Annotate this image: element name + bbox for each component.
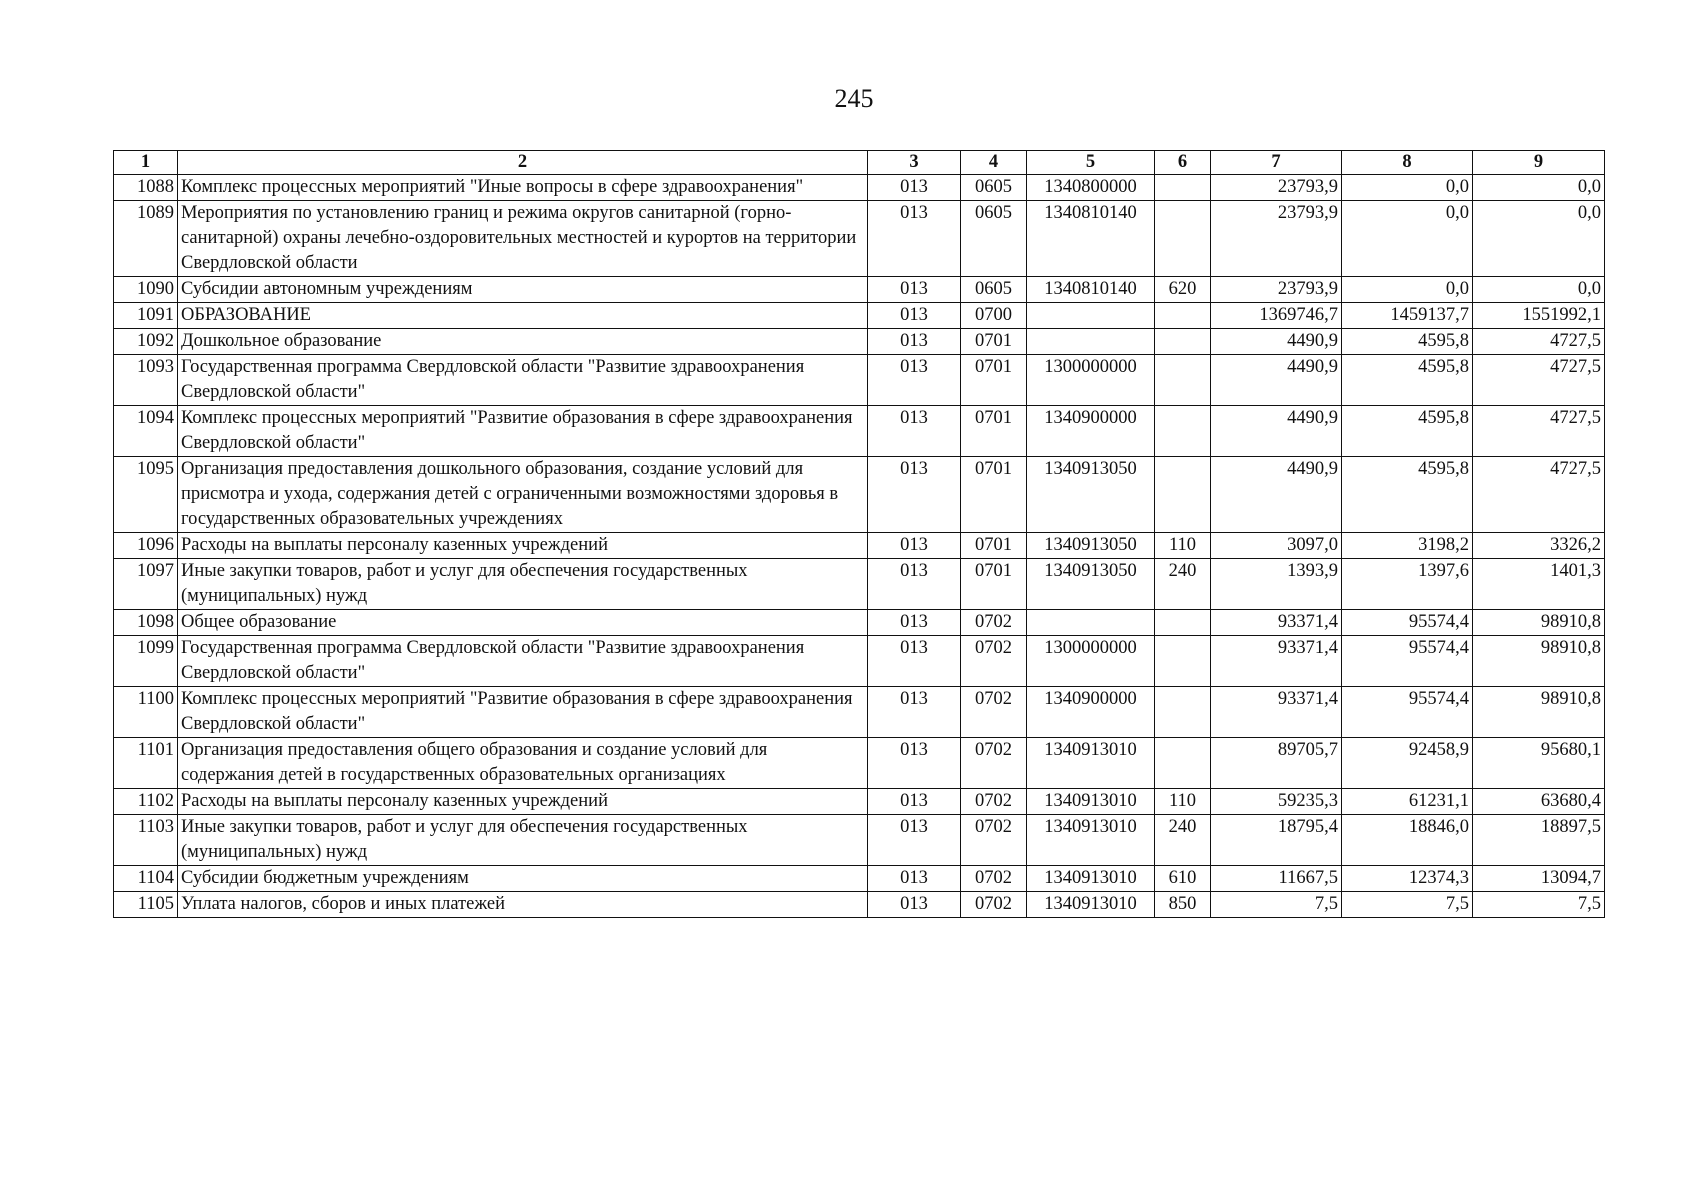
table-row: [114, 329, 1605, 355]
row-target-code: [1027, 303, 1155, 329]
table-row: [114, 866, 1605, 892]
row-amount-2: 12374,3: [1342, 866, 1473, 892]
row-ministry-code: 013: [868, 406, 961, 457]
row-number: 1100: [114, 687, 178, 738]
row-amount-2: 0,0: [1342, 175, 1473, 201]
page-number: 245: [834, 84, 874, 113]
row-amount-2: 4595,8: [1342, 406, 1473, 457]
row-ministry-code: 013: [868, 201, 961, 277]
row-section-code: 0702: [961, 610, 1027, 636]
row-number: 1092: [114, 329, 178, 355]
row-ministry-code: 013: [868, 738, 961, 789]
row-ministry-code: 013: [868, 303, 961, 329]
row-number: 1103: [114, 815, 178, 866]
row-amount-3: 4727,5: [1473, 329, 1605, 355]
row-amount-2: 95574,4: [1342, 636, 1473, 687]
row-number: 1091: [114, 303, 178, 329]
row-amount-1: 3097,0: [1211, 533, 1342, 559]
row-target-code: 1300000000: [1027, 636, 1155, 687]
row-number: 1098: [114, 610, 178, 636]
row-ministry-code: 013: [868, 175, 961, 201]
row-name: Субсидии бюджетным учреждениям: [178, 866, 868, 892]
column-header-7: 7: [1211, 151, 1342, 175]
row-ministry-code: 013: [868, 636, 961, 687]
table-row: [114, 559, 1605, 610]
row-target-code: 1340913010: [1027, 789, 1155, 815]
row-section-code: 0701: [961, 355, 1027, 406]
row-name: Иные закупки товаров, работ и услуг для обеспечения государственных (муниципальных) нужд: [178, 815, 868, 866]
row-amount-1: 89705,7: [1211, 738, 1342, 789]
row-amount-2: 7,5: [1342, 892, 1473, 918]
row-expense-type: 110: [1155, 789, 1211, 815]
table-row: [114, 355, 1605, 406]
row-ministry-code: 013: [868, 789, 961, 815]
row-expense-type: [1155, 457, 1211, 533]
row-target-code: 1340913050: [1027, 559, 1155, 610]
row-number: 1094: [114, 406, 178, 457]
row-section-code: 0701: [961, 559, 1027, 610]
row-expense-type: [1155, 406, 1211, 457]
row-target-code: 1300000000: [1027, 355, 1155, 406]
row-number: 1090: [114, 277, 178, 303]
row-amount-2: 1459137,7: [1342, 303, 1473, 329]
row-name: Расходы на выплаты персоналу казенных учреждений: [178, 789, 868, 815]
table-row: [114, 533, 1605, 559]
row-amount-3: 4727,5: [1473, 406, 1605, 457]
row-expense-type: [1155, 355, 1211, 406]
table-row: [114, 892, 1605, 918]
row-expense-type: 620: [1155, 277, 1211, 303]
row-amount-3: 98910,8: [1473, 610, 1605, 636]
row-expense-type: [1155, 303, 1211, 329]
table-row: [114, 406, 1605, 457]
row-amount-1: 93371,4: [1211, 610, 1342, 636]
row-target-code: 1340913010: [1027, 892, 1155, 918]
row-number: 1089: [114, 201, 178, 277]
row-amount-3: 1551992,1: [1473, 303, 1605, 329]
column-header-9: 9: [1473, 151, 1605, 175]
column-header-6: 6: [1155, 151, 1211, 175]
row-amount-2: 95574,4: [1342, 687, 1473, 738]
row-amount-1: 4490,9: [1211, 355, 1342, 406]
table-row: [114, 457, 1605, 533]
row-number: 1104: [114, 866, 178, 892]
row-amount-1: 4490,9: [1211, 457, 1342, 533]
row-amount-1: 1369746,7: [1211, 303, 1342, 329]
row-name: Уплата налогов, сборов и иных платежей: [178, 892, 868, 918]
column-header-3: 3: [868, 151, 961, 175]
row-number: 1093: [114, 355, 178, 406]
table-row: [114, 303, 1605, 329]
row-amount-2: 0,0: [1342, 201, 1473, 277]
row-section-code: 0702: [961, 892, 1027, 918]
table-row: [114, 738, 1605, 789]
row-section-code: 0702: [961, 738, 1027, 789]
row-amount-1: 4490,9: [1211, 406, 1342, 457]
row-name: ОБРАЗОВАНИЕ: [178, 303, 868, 329]
column-header-1: 1: [114, 151, 178, 175]
column-header-8: 8: [1342, 151, 1473, 175]
row-name: Организация предоставления дошкольного образования, создание условий для присмотра и ухода, содержания детей с ограниченными возможностями здоровья в государственных образовательных учреждениях: [178, 457, 868, 533]
row-number: 1096: [114, 533, 178, 559]
row-amount-3: 98910,8: [1473, 636, 1605, 687]
row-expense-type: 610: [1155, 866, 1211, 892]
row-ministry-code: 013: [868, 355, 961, 406]
row-name: Субсидии автономным учреждениям: [178, 277, 868, 303]
row-ministry-code: 013: [868, 815, 961, 866]
row-ministry-code: 013: [868, 533, 961, 559]
budget-table: [113, 150, 1605, 918]
table-row: [114, 789, 1605, 815]
row-amount-3: 98910,8: [1473, 687, 1605, 738]
row-amount-1: 23793,9: [1211, 201, 1342, 277]
row-name: Расходы на выплаты персоналу казенных учреждений: [178, 533, 868, 559]
row-expense-type: [1155, 687, 1211, 738]
row-target-code: 1340900000: [1027, 687, 1155, 738]
column-header-5: 5: [1027, 151, 1155, 175]
row-amount-2: 0,0: [1342, 277, 1473, 303]
row-name: Комплекс процессных мероприятий "Иные вопросы в сфере здравоохранения": [178, 175, 868, 201]
row-section-code: 0701: [961, 406, 1027, 457]
row-name: Дошкольное образование: [178, 329, 868, 355]
row-target-code: 1340913010: [1027, 815, 1155, 866]
row-amount-2: 95574,4: [1342, 610, 1473, 636]
row-section-code: 0700: [961, 303, 1027, 329]
row-amount-1: 93371,4: [1211, 636, 1342, 687]
row-expense-type: [1155, 610, 1211, 636]
row-amount-3: 4727,5: [1473, 457, 1605, 533]
row-section-code: 0701: [961, 457, 1027, 533]
row-name: Комплекс процессных мероприятий "Развитие образования в сфере здравоохранения Свердловской области": [178, 406, 868, 457]
row-amount-2: 3198,2: [1342, 533, 1473, 559]
column-header-2: 2: [178, 151, 868, 175]
row-section-code: 0701: [961, 533, 1027, 559]
row-amount-3: 0,0: [1473, 175, 1605, 201]
row-target-code: 1340913010: [1027, 866, 1155, 892]
row-expense-type: 240: [1155, 559, 1211, 610]
row-amount-1: 1393,9: [1211, 559, 1342, 610]
row-amount-3: 63680,4: [1473, 789, 1605, 815]
row-ministry-code: 013: [868, 610, 961, 636]
row-target-code: 1340913050: [1027, 457, 1155, 533]
row-ministry-code: 013: [868, 329, 961, 355]
row-ministry-code: 013: [868, 687, 961, 738]
row-amount-1: 93371,4: [1211, 687, 1342, 738]
row-name: Мероприятия по установлению границ и режима округов санитарной (горно-санитарной) охраны лечебно-оздоровительных местностей и курортов на территории Свердловской области: [178, 201, 868, 277]
row-expense-type: [1155, 175, 1211, 201]
table-row: [114, 815, 1605, 866]
row-target-code: [1027, 610, 1155, 636]
row-expense-type: 850: [1155, 892, 1211, 918]
row-number: 1101: [114, 738, 178, 789]
column-header-4: 4: [961, 151, 1027, 175]
row-section-code: 0605: [961, 277, 1027, 303]
row-amount-1: 7,5: [1211, 892, 1342, 918]
row-name: Государственная программа Свердловской области "Развитие здравоохранения Свердловской области": [178, 636, 868, 687]
row-number: 1099: [114, 636, 178, 687]
row-ministry-code: 013: [868, 457, 961, 533]
table-row: [114, 175, 1605, 201]
row-amount-3: 95680,1: [1473, 738, 1605, 789]
row-amount-3: 0,0: [1473, 201, 1605, 277]
row-amount-1: 59235,3: [1211, 789, 1342, 815]
row-amount-1: 23793,9: [1211, 277, 1342, 303]
row-expense-type: 240: [1155, 815, 1211, 866]
row-target-code: 1340900000: [1027, 406, 1155, 457]
row-amount-2: 1397,6: [1342, 559, 1473, 610]
row-amount-3: 3326,2: [1473, 533, 1605, 559]
row-name: Иные закупки товаров, работ и услуг для обеспечения государственных (муниципальных) нужд: [178, 559, 868, 610]
row-amount-2: 4595,8: [1342, 329, 1473, 355]
row-section-code: 0605: [961, 201, 1027, 277]
row-expense-type: [1155, 738, 1211, 789]
row-name: Общее образование: [178, 610, 868, 636]
row-amount-1: 11667,5: [1211, 866, 1342, 892]
row-number: 1088: [114, 175, 178, 201]
row-section-code: 0702: [961, 815, 1027, 866]
row-section-code: 0702: [961, 636, 1027, 687]
row-name: Комплекс процессных мероприятий "Развитие образования в сфере здравоохранения Свердловской области": [178, 687, 868, 738]
row-amount-1: 4490,9: [1211, 329, 1342, 355]
row-ministry-code: 013: [868, 277, 961, 303]
row-amount-3: 0,0: [1473, 277, 1605, 303]
row-expense-type: [1155, 636, 1211, 687]
row-target-code: 1340800000: [1027, 175, 1155, 201]
row-section-code: 0702: [961, 687, 1027, 738]
row-amount-3: 13094,7: [1473, 866, 1605, 892]
row-expense-type: [1155, 329, 1211, 355]
row-number: 1097: [114, 559, 178, 610]
row-ministry-code: 013: [868, 892, 961, 918]
table-row: [114, 610, 1605, 636]
row-amount-2: 4595,8: [1342, 457, 1473, 533]
row-amount-2: 4595,8: [1342, 355, 1473, 406]
table-row: [114, 201, 1605, 277]
row-amount-3: 7,5: [1473, 892, 1605, 918]
row-target-code: [1027, 329, 1155, 355]
row-amount-2: 92458,9: [1342, 738, 1473, 789]
row-number: 1102: [114, 789, 178, 815]
table-row: [114, 687, 1605, 738]
row-amount-1: 18795,4: [1211, 815, 1342, 866]
table-body: [114, 175, 1605, 918]
row-target-code: 1340810140: [1027, 201, 1155, 277]
row-section-code: 0702: [961, 789, 1027, 815]
row-expense-type: [1155, 201, 1211, 277]
row-section-code: 0605: [961, 175, 1027, 201]
row-amount-3: 1401,3: [1473, 559, 1605, 610]
row-expense-type: 110: [1155, 533, 1211, 559]
row-ministry-code: 013: [868, 559, 961, 610]
table-row: [114, 636, 1605, 687]
row-number: 1095: [114, 457, 178, 533]
row-amount-1: 23793,9: [1211, 175, 1342, 201]
row-amount-3: 18897,5: [1473, 815, 1605, 866]
row-number: 1105: [114, 892, 178, 918]
header-row: [114, 151, 1605, 175]
row-target-code: 1340810140: [1027, 277, 1155, 303]
row-name: Государственная программа Свердловской области "Развитие здравоохранения Свердловской области": [178, 355, 868, 406]
row-amount-2: 18846,0: [1342, 815, 1473, 866]
row-amount-2: 61231,1: [1342, 789, 1473, 815]
row-section-code: 0702: [961, 866, 1027, 892]
row-section-code: 0701: [961, 329, 1027, 355]
row-name: Организация предоставления общего образования и создание условий для содержания детей в государственных образовательных организациях: [178, 738, 868, 789]
row-target-code: 1340913010: [1027, 738, 1155, 789]
row-target-code: 1340913050: [1027, 533, 1155, 559]
table-row: [114, 277, 1605, 303]
row-amount-3: 4727,5: [1473, 355, 1605, 406]
row-ministry-code: 013: [868, 866, 961, 892]
